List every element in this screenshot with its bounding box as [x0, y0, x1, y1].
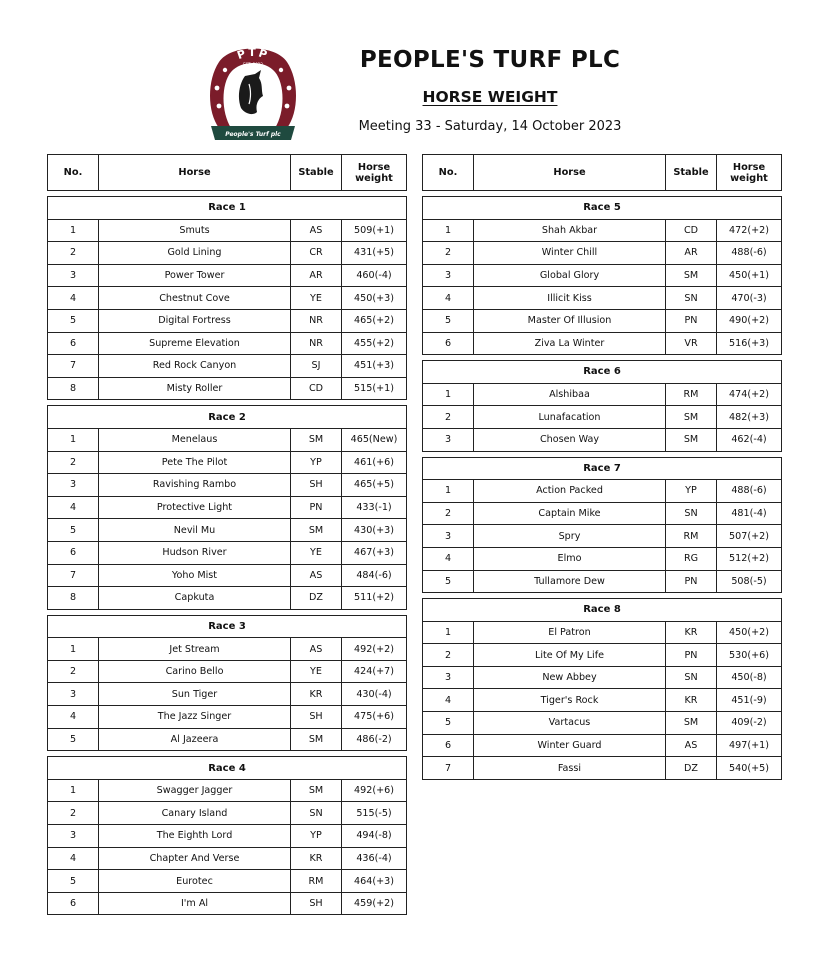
race-title: Race 6: [423, 361, 782, 384]
table-row: [423, 264, 782, 287]
cell-no: 2: [48, 242, 99, 265]
table-row: [48, 638, 407, 661]
cell-stable: SM: [291, 779, 342, 802]
table-row: [48, 870, 407, 893]
table-row: [423, 383, 782, 406]
cell-horse: Menelaus: [99, 428, 291, 451]
cell-stable: VR: [666, 332, 717, 355]
cell-stable: KR: [666, 689, 717, 712]
column-header-horse: Horse: [99, 155, 291, 191]
cell-stable: PN: [291, 496, 342, 519]
table-row: [423, 428, 782, 451]
cell-no: 3: [48, 264, 99, 287]
cell-weight: 508(-5): [717, 570, 782, 593]
cell-no: 4: [48, 847, 99, 870]
cell-weight: 461(+6): [342, 451, 407, 474]
cell-no: 5: [48, 728, 99, 751]
column-header-horse: Horse: [474, 155, 666, 191]
table-header-row: [423, 155, 782, 191]
cell-weight: 515(+1): [342, 377, 407, 400]
cell-horse: Digital Fortress: [99, 309, 291, 332]
table-row: [48, 377, 407, 400]
cell-no: 6: [423, 734, 474, 757]
cell-horse: Gold Lining: [99, 242, 291, 265]
company-logo: [205, 40, 301, 142]
cell-stable: SH: [291, 706, 342, 729]
cell-stable: SN: [666, 287, 717, 310]
table-row: [48, 451, 407, 474]
table-row: [48, 264, 407, 287]
table-row: [48, 428, 407, 451]
table-row: [423, 309, 782, 332]
cell-no: 2: [48, 451, 99, 474]
cell-stable: YP: [666, 480, 717, 503]
table-row: [48, 779, 407, 802]
table-row: [423, 757, 782, 780]
table-row: [48, 309, 407, 332]
table-header-row: [48, 155, 407, 191]
table-row: [48, 728, 407, 751]
cell-stable: CD: [291, 377, 342, 400]
cell-horse: Smuts: [99, 219, 291, 242]
cell-no: 8: [48, 377, 99, 400]
cell-stable: YP: [291, 825, 342, 848]
cell-weight: 488(-6): [717, 480, 782, 503]
cell-horse: Winter Chill: [474, 242, 666, 265]
cell-weight: 455(+2): [342, 332, 407, 355]
race-title: Race 3: [48, 615, 407, 638]
cell-horse: Chosen Way: [474, 428, 666, 451]
cell-no: 4: [423, 547, 474, 570]
cell-stable: RG: [666, 547, 717, 570]
cell-weight: 486(-2): [342, 728, 407, 751]
cell-horse: Hudson River: [99, 541, 291, 564]
cell-weight: 470(-3): [717, 287, 782, 310]
cell-stable: SM: [291, 519, 342, 542]
cell-weight: 462(-4): [717, 428, 782, 451]
cell-horse: Lunafacation: [474, 406, 666, 429]
cell-no: 6: [423, 332, 474, 355]
table-row: [48, 219, 407, 242]
cell-horse: Illicit Kiss: [474, 287, 666, 310]
cell-no: 2: [423, 406, 474, 429]
cell-horse: Al Jazeera: [99, 728, 291, 751]
cell-weight: 475(+6): [342, 706, 407, 729]
cell-horse: Spry: [474, 525, 666, 548]
cell-stable: CD: [666, 219, 717, 242]
table-row: [48, 474, 407, 497]
table-row: [48, 587, 407, 610]
cell-stable: YE: [291, 287, 342, 310]
table-row: [423, 547, 782, 570]
race-title-row: [423, 599, 782, 622]
cell-horse: Protective Light: [99, 496, 291, 519]
cell-stable: YE: [291, 660, 342, 683]
cell-stable: AR: [291, 264, 342, 287]
table-row: [423, 666, 782, 689]
svg-text:PTP: PTP: [235, 46, 271, 63]
table-row: [48, 355, 407, 378]
svg-text:People's Turf plc: People's Turf plc: [225, 131, 281, 138]
column-header-weight: Horse weight: [717, 155, 782, 191]
race-title: Race 7: [423, 457, 782, 480]
cell-weight: 459(+2): [342, 892, 407, 915]
race-title: Race 8: [423, 599, 782, 622]
cell-horse: Eurotec: [99, 870, 291, 893]
cell-no: 2: [423, 502, 474, 525]
cell-horse: Swagger Jagger: [99, 779, 291, 802]
cell-weight: 450(+2): [717, 621, 782, 644]
table-row: [48, 332, 407, 355]
cell-stable: SM: [666, 406, 717, 429]
cell-stable: KR: [666, 621, 717, 644]
cell-stable: PN: [666, 309, 717, 332]
cell-horse: Red Rock Canyon: [99, 355, 291, 378]
table-row: [48, 892, 407, 915]
cell-no: 6: [48, 541, 99, 564]
right-results-column: [422, 154, 781, 780]
cell-weight: 409(-2): [717, 712, 782, 735]
cell-weight: 511(+2): [342, 587, 407, 610]
cell-weight: 492(+6): [342, 779, 407, 802]
cell-weight: 482(+3): [717, 406, 782, 429]
cell-weight: 512(+2): [717, 547, 782, 570]
cell-horse: Ziva La Winter: [474, 332, 666, 355]
table-row: [423, 570, 782, 593]
table-row: [423, 525, 782, 548]
cell-no: 6: [48, 332, 99, 355]
cell-stable: AR: [666, 242, 717, 265]
cell-stable: YP: [291, 451, 342, 474]
table-row: [48, 802, 407, 825]
cell-weight: 424(+7): [342, 660, 407, 683]
cell-no: 1: [423, 219, 474, 242]
cell-stable: AS: [291, 564, 342, 587]
table-row: [48, 825, 407, 848]
cell-no: 3: [423, 428, 474, 451]
cell-horse: Action Packed: [474, 480, 666, 503]
cell-horse: Alshibaa: [474, 383, 666, 406]
cell-horse: Jet Stream: [99, 638, 291, 661]
cell-weight: 507(+2): [717, 525, 782, 548]
cell-no: 3: [48, 683, 99, 706]
cell-stable: SN: [291, 802, 342, 825]
race-title-row: [423, 361, 782, 384]
cell-weight: 465(New): [342, 428, 407, 451]
column-header-no: No.: [423, 155, 474, 191]
cell-weight: 464(+3): [342, 870, 407, 893]
table-row: [423, 219, 782, 242]
page-title: PEOPLE'S TURF PLC: [359, 47, 621, 73]
race-title: Race 4: [48, 757, 407, 780]
cell-weight: 516(+3): [717, 332, 782, 355]
cell-stable: DZ: [291, 587, 342, 610]
table-row: [423, 242, 782, 265]
cell-stable: SM: [666, 712, 717, 735]
cell-weight: 492(+2): [342, 638, 407, 661]
cell-no: 6: [48, 892, 99, 915]
left-table-body: [48, 191, 407, 915]
cell-no: 5: [48, 519, 99, 542]
cell-no: 5: [423, 570, 474, 593]
svg-text:EST. 2022: EST. 2022: [243, 62, 263, 67]
race-title: Race 2: [48, 406, 407, 429]
cell-horse: Power Tower: [99, 264, 291, 287]
cell-stable: SM: [291, 428, 342, 451]
cell-weight: 474(+2): [717, 383, 782, 406]
cell-weight: 460(-4): [342, 264, 407, 287]
table-row: [423, 287, 782, 310]
column-header-stable: Stable: [666, 155, 717, 191]
table-row: [48, 847, 407, 870]
cell-no: 3: [48, 474, 99, 497]
cell-no: 2: [48, 802, 99, 825]
cell-weight: 450(+1): [717, 264, 782, 287]
cell-horse: Chapter And Verse: [99, 847, 291, 870]
cell-weight: 430(-4): [342, 683, 407, 706]
race-title: Race 5: [423, 197, 782, 220]
cell-weight: 451(-9): [717, 689, 782, 712]
cell-weight: 540(+5): [717, 757, 782, 780]
cell-stable: AS: [291, 638, 342, 661]
table-row: [423, 480, 782, 503]
cell-weight: 509(+1): [342, 219, 407, 242]
cell-horse: Tiger's Rock: [474, 689, 666, 712]
cell-no: 1: [48, 779, 99, 802]
cell-stable: AS: [666, 734, 717, 757]
cell-no: 1: [423, 383, 474, 406]
cell-stable: SH: [291, 474, 342, 497]
cell-no: 1: [48, 219, 99, 242]
cell-stable: KR: [291, 847, 342, 870]
cell-weight: 472(+2): [717, 219, 782, 242]
page-subtitle: HORSE WEIGHT: [422, 88, 558, 106]
cell-horse: El Patron: [474, 621, 666, 644]
race-title-row: [423, 457, 782, 480]
cell-no: 3: [48, 825, 99, 848]
race-title: Race 1: [48, 197, 407, 220]
cell-horse: I'm Al: [99, 892, 291, 915]
cell-no: 2: [423, 242, 474, 265]
cell-no: 4: [423, 287, 474, 310]
cell-stable: RM: [666, 383, 717, 406]
cell-stable: SN: [666, 666, 717, 689]
cell-stable: DZ: [666, 757, 717, 780]
cell-no: 3: [423, 666, 474, 689]
weights-table-left: [47, 154, 407, 915]
cell-horse: The Eighth Lord: [99, 825, 291, 848]
race-title-row: [423, 197, 782, 220]
column-header-stable: Stable: [291, 155, 342, 191]
cell-stable: RM: [666, 525, 717, 548]
cell-weight: 465(+5): [342, 474, 407, 497]
table-row: [423, 621, 782, 644]
cell-stable: YE: [291, 541, 342, 564]
meeting-date: Meeting 33 - Saturday, 14 October 2023: [358, 119, 622, 134]
cell-no: 5: [48, 870, 99, 893]
table-row: [48, 519, 407, 542]
cell-no: 3: [423, 525, 474, 548]
cell-weight: 436(-4): [342, 847, 407, 870]
cell-weight: 481(-4): [717, 502, 782, 525]
column-header-weight: Horse weight: [342, 155, 407, 191]
cell-horse: Fassi: [474, 757, 666, 780]
cell-stable: PN: [666, 644, 717, 667]
cell-weight: 430(+3): [342, 519, 407, 542]
cell-weight: 467(+3): [342, 541, 407, 564]
table-row: [48, 496, 407, 519]
cell-no: 2: [423, 644, 474, 667]
cell-no: 5: [48, 309, 99, 332]
table-row: [48, 683, 407, 706]
cell-stable: CR: [291, 242, 342, 265]
weights-table-right: [422, 154, 782, 780]
race-title-row: [48, 406, 407, 429]
race-title-row: [48, 757, 407, 780]
cell-no: 5: [423, 309, 474, 332]
cell-weight: 465(+2): [342, 309, 407, 332]
cell-weight: 497(+1): [717, 734, 782, 757]
cell-no: 1: [48, 638, 99, 661]
cell-horse: The Jazz Singer: [99, 706, 291, 729]
cell-stable: SN: [666, 502, 717, 525]
table-row: [423, 332, 782, 355]
cell-weight: 488(-6): [717, 242, 782, 265]
cell-horse: Pete The Pilot: [99, 451, 291, 474]
cell-stable: RM: [291, 870, 342, 893]
cell-horse: Global Glory: [474, 264, 666, 287]
cell-stable: SM: [666, 428, 717, 451]
cell-no: 4: [48, 496, 99, 519]
table-row: [423, 502, 782, 525]
cell-weight: 494(-8): [342, 825, 407, 848]
cell-stable: SM: [291, 728, 342, 751]
cell-stable: NR: [291, 332, 342, 355]
column-header-no: No.: [48, 155, 99, 191]
cell-weight: 515(-5): [342, 802, 407, 825]
table-row: [48, 706, 407, 729]
table-row: [423, 712, 782, 735]
cell-horse: Vartacus: [474, 712, 666, 735]
cell-no: 1: [48, 428, 99, 451]
race-title-row: [48, 197, 407, 220]
right-table-body: [423, 191, 782, 780]
cell-horse: Misty Roller: [99, 377, 291, 400]
table-row: [423, 734, 782, 757]
cell-no: 4: [423, 689, 474, 712]
cell-stable: SH: [291, 892, 342, 915]
cell-weight: 451(+3): [342, 355, 407, 378]
cell-no: 3: [423, 264, 474, 287]
table-row: [423, 689, 782, 712]
cell-weight: 431(+5): [342, 242, 407, 265]
cell-stable: PN: [666, 570, 717, 593]
cell-no: 2: [48, 660, 99, 683]
cell-horse: Lite Of My Life: [474, 644, 666, 667]
cell-no: 5: [423, 712, 474, 735]
cell-no: 7: [423, 757, 474, 780]
cell-horse: Elmo: [474, 547, 666, 570]
cell-horse: Ravishing Rambo: [99, 474, 291, 497]
cell-horse: Tullamore Dew: [474, 570, 666, 593]
cell-no: 4: [48, 706, 99, 729]
cell-stable: NR: [291, 309, 342, 332]
cell-horse: Chestnut Cove: [99, 287, 291, 310]
cell-horse: Shah Akbar: [474, 219, 666, 242]
cell-no: 7: [48, 564, 99, 587]
cell-no: 7: [48, 355, 99, 378]
cell-horse: Capkuta: [99, 587, 291, 610]
table-row: [48, 660, 407, 683]
cell-weight: 450(-8): [717, 666, 782, 689]
cell-horse: Captain Mike: [474, 502, 666, 525]
cell-horse: Nevil Mu: [99, 519, 291, 542]
table-row: [48, 564, 407, 587]
table-row: [423, 644, 782, 667]
cell-stable: SM: [666, 264, 717, 287]
race-title-row: [48, 615, 407, 638]
cell-horse: Supreme Elevation: [99, 332, 291, 355]
cell-stable: KR: [291, 683, 342, 706]
cell-no: 8: [48, 587, 99, 610]
left-results-column: [47, 154, 406, 915]
cell-horse: Carino Bello: [99, 660, 291, 683]
cell-weight: 433(-1): [342, 496, 407, 519]
cell-weight: 490(+2): [717, 309, 782, 332]
table-row: [48, 287, 407, 310]
cell-weight: 450(+3): [342, 287, 407, 310]
cell-stable: SJ: [291, 355, 342, 378]
cell-no: 1: [423, 480, 474, 503]
cell-horse: Canary Island: [99, 802, 291, 825]
table-row: [48, 242, 407, 265]
cell-weight: 484(-6): [342, 564, 407, 587]
cell-no: 4: [48, 287, 99, 310]
cell-weight: 530(+6): [717, 644, 782, 667]
cell-horse: Sun Tiger: [99, 683, 291, 706]
cell-horse: Yoho Mist: [99, 564, 291, 587]
table-row: [423, 406, 782, 429]
table-row: [48, 541, 407, 564]
cell-horse: New Abbey: [474, 666, 666, 689]
cell-stable: AS: [291, 219, 342, 242]
cell-horse: Winter Guard: [474, 734, 666, 757]
cell-no: 1: [423, 621, 474, 644]
cell-horse: Master Of Illusion: [474, 309, 666, 332]
